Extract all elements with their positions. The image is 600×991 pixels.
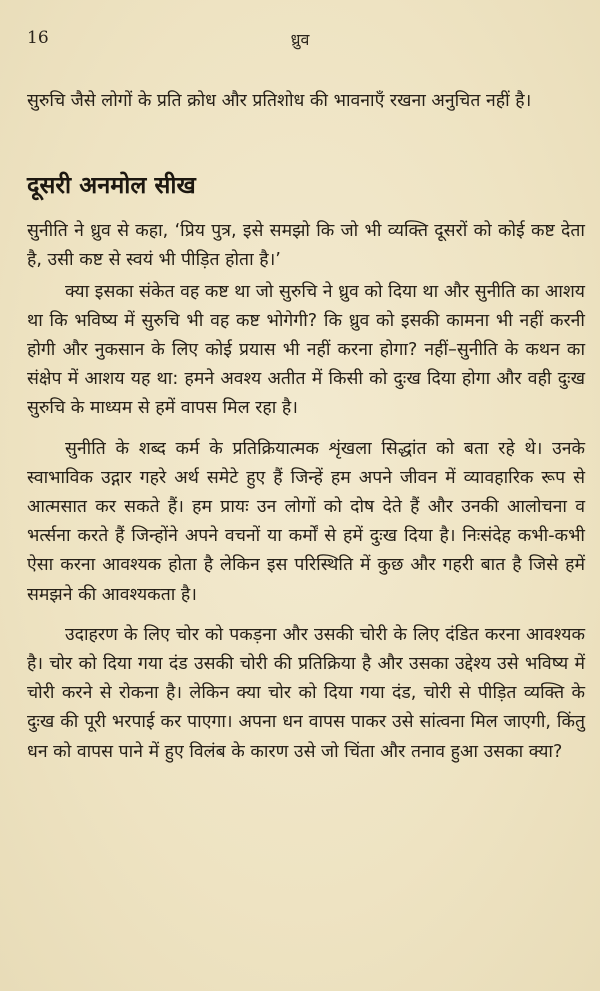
continued-paragraph: सुरुचि जैसे लोगों के प्रति क्रोध और प्रतिशोध की भावनाएँ रखना अनुचित नहीं है।: [27, 91, 532, 111]
paragraph-4: उदाहरण के लिए चोर को पकड़ना और उसकी चोरी के लिए दंडित करना आवश्यक है। चोर को दिया गया दंड उसकी चोरी की प्रतिक्रिया है और उसका उद्देश्य उसे भविष्य में चोरी करने से रोकना है। लेकिन क्या चोर को दिया गया दंड, चोरी से पीड़ित व्यक्ति के दुःख की पूरी भरपाई कर पाएगा। अपना धन वापस पाकर उसे सांत्वना मिल जाएगी, किंतु धन को वापस पाने में हुए विलंब के कारण उसे जो चिंता और तनाव हुआ उसका क्या?: [27, 624, 585, 762]
running-head: ध्रुव: [290, 30, 310, 49]
paragraph-1: सुनीति ने ध्रुव से कहा, ‘प्रिय पुत्र, इसे समझो कि जो भी व्यक्ति दूसरों को कोई कष्ट देता है, उसी कष्ट से स्वयं भी पीड़ित होता है।’: [27, 221, 585, 271]
section-heading: दूसरी अनमोल सीख: [27, 171, 196, 200]
paragraph-2: क्या इसका संकेत वह कष्ट था जो सुरुचि ने ध्रुव को दिया था और सुनीति का आशय था कि भविष्य में सुरुचि भी वह कष्ट भोगेगी? कि ध्रुव को इसकी कामना भी नहीं करनी होगी और नुकसान के लिए कोई प्रयास भी नहीं करना होगा? नहीं–सुनीति के कथन का संक्षेप में आशय यह था: हमने अवश्य अतीत में किसी को दुःख दिया होगा और वही दुःख सुरुचि के माध्यम से हमें वापस मिल रहा है।: [27, 281, 585, 419]
paragraph-3: सुनीति के शब्द कर्म के प्रतिक्रियात्मक शृंखला सिद्धांत को बता रहे थे। उनके स्वाभाविक उद्गार गहरे अर्थ समेटे हुए हैं जिन्हें हम अपने जीवन में व्यावहारिक रूप से आत्मसात कर सकते हैं। हम प्रायः उन लोगों को दोष देते हैं और उनकी आलोचना व भर्त्सना करते हैं जिन्होंने अपने वचनों या कर्मों से हमें दुःख दिया है। निःसंदेह कभी-कभी ऐसा करना आवश्यक होता है लेकिन इस परिस्थिति में कुछ और गहरी बात है जिसे हमें समझने की आवश्यकता है।: [27, 438, 585, 605]
page-number: 16: [27, 28, 49, 48]
page-body: [27, 87, 585, 767]
page-header: [0, 26, 600, 56]
